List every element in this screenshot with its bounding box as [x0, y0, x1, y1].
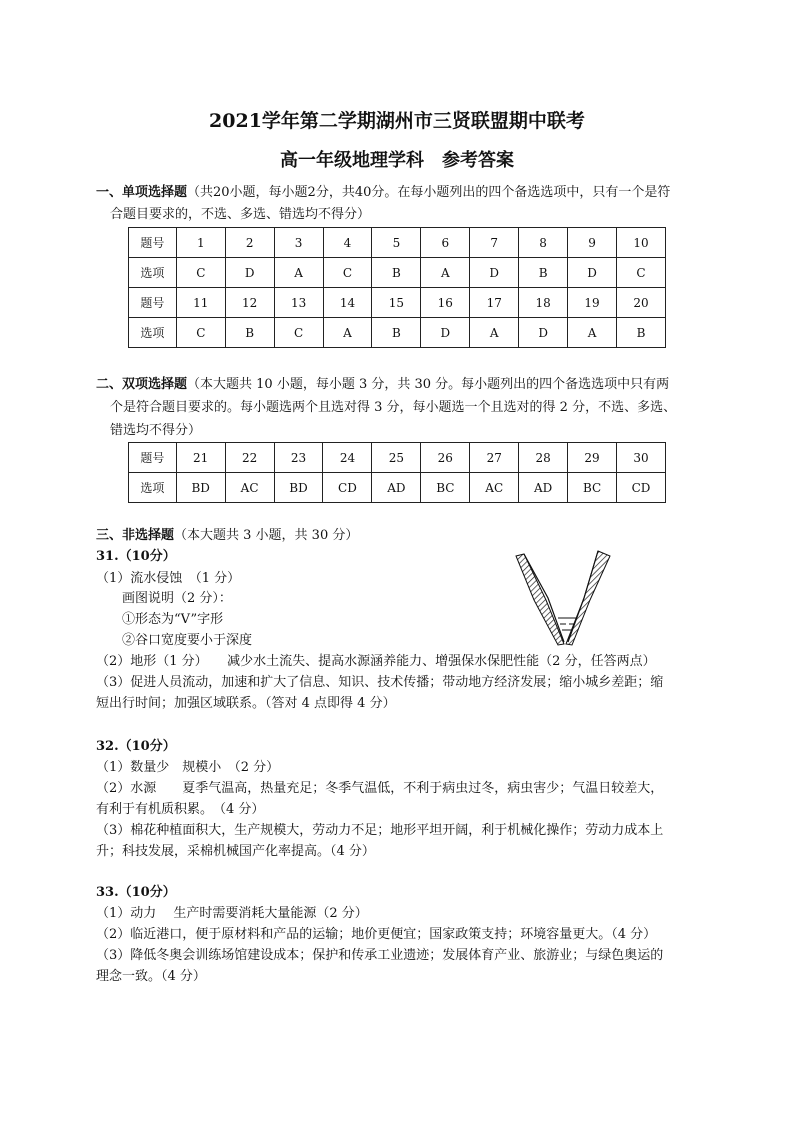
answer-cell: 19 [568, 288, 617, 318]
answer-cell: A [421, 258, 470, 288]
answer-cell: 25 [372, 443, 421, 473]
answer-cell: BC [568, 473, 617, 503]
q32-title: 32.（10分） [96, 739, 176, 754]
q32-line3: 有利于有机质积累。 （4 分） [96, 802, 265, 817]
answer-cell: 5 [372, 228, 421, 258]
answer-cell: AC [225, 473, 274, 503]
answer-cell: 9 [568, 228, 617, 258]
table-row [129, 288, 666, 318]
table-row [129, 443, 666, 473]
section2-desc-line2: 个是符合题目要求的。每小题选两个且选对得 3 分，每小题选一个且选对的得 2 分，不选、多选、 [110, 400, 677, 415]
section2-desc-line1: （本大题共 10 小题，每小题 3 分，共 30 分。每小题列出的四个备选选项中只有两 [187, 377, 670, 392]
table-row [129, 318, 666, 348]
row-header-cell: 题号 [129, 443, 177, 473]
answer-cell: C [176, 258, 225, 288]
q32-line1: （1）数量少 规模小 （2 分） [96, 760, 280, 775]
answer-cell: BD [176, 473, 225, 503]
section2-heading: 二、双项选择题 [96, 377, 188, 392]
section3-heading: 三、非选择题 [96, 528, 175, 543]
answer-cell: 28 [519, 443, 568, 473]
section1-desc-line1: （共20小题，每小题2分，共40分。在每小题列出的四个备选选项中，只有一个是符 [187, 185, 671, 200]
section2-intro [96, 376, 669, 394]
answer-cell: A [323, 318, 372, 348]
answer-cell: BD [274, 473, 323, 503]
q32-line2: （2）水源 夏季气温高，热量充足；冬季气温低，不利于病虫过冬，病虫害少；气温日较差大， [96, 781, 664, 796]
answer-cell: C [323, 258, 372, 288]
answer-cell: 20 [616, 288, 665, 318]
answer-cell: C [176, 318, 225, 348]
q31-title: 31.（10分） [96, 549, 176, 564]
answer-cell: 29 [568, 443, 617, 473]
answer-cell: B [372, 318, 421, 348]
double-choice-answer-table [128, 442, 666, 503]
row-header-cell: 选项 [129, 258, 177, 288]
answer-cell: 6 [421, 228, 470, 258]
answer-cell: 14 [323, 288, 372, 318]
answer-cell: B [225, 318, 274, 348]
row-header-cell: 选项 [129, 473, 177, 503]
answer-cell: B [616, 318, 665, 348]
q33-line1: （1）动力 生产时需要消耗大量能源（2 分） [96, 906, 368, 921]
answer-cell: 23 [274, 443, 323, 473]
answer-cell: 22 [225, 443, 274, 473]
answer-cell: AC [470, 473, 519, 503]
answer-cell: 7 [470, 228, 519, 258]
section3-intro [96, 527, 358, 545]
valley-left-wall [516, 554, 564, 645]
answer-cell: 11 [176, 288, 225, 318]
section2-desc-line3: 错选均不得分） [110, 423, 202, 438]
q32-line5: 升；科技发展，采棉机械国产化率提高。（4 分） [96, 844, 375, 859]
q31-line6: （3）促进人员流动，加速和扩大了信息、知识、技术传播；带动地方经济发展；缩小城乡差距；缩 [96, 675, 664, 690]
answer-cell: AD [519, 473, 568, 503]
v-valley-diagram [506, 548, 646, 648]
answer-cell: A [470, 318, 519, 348]
answer-cell: D [421, 318, 470, 348]
answer-cell: D [519, 318, 568, 348]
q33-title: 33.（10分） [96, 885, 176, 900]
q31-line4: ②谷口宽度要小于深度 [122, 633, 253, 648]
q33-line2: （2）临近港口，便于原材料和产品的运输；地价更便宜；国家政策支持；环境容量更大。（4 分） [96, 927, 657, 942]
table-row [129, 473, 666, 503]
table-row [129, 228, 666, 258]
answer-cell: 18 [519, 288, 568, 318]
single-choice-answer-table [128, 227, 666, 348]
answer-cell: 26 [421, 443, 470, 473]
answer-cell: B [519, 258, 568, 288]
q31-line5: （2）地形（1 分） 减少水土流失、提高水源涵养能力、增强保水保肥性能（2 分，任答两点） [96, 654, 656, 669]
page-title: 2021学年第二学期湖州市三贤联盟期中联考 [209, 110, 585, 132]
answer-cell: CD [323, 473, 372, 503]
answer-cell: 4 [323, 228, 372, 258]
answer-cell: 12 [225, 288, 274, 318]
answer-cell: 16 [421, 288, 470, 318]
row-header-cell: 题号 [129, 228, 177, 258]
answer-cell: 10 [616, 228, 665, 258]
row-header-cell: 选项 [129, 318, 177, 348]
answer-cell: 3 [274, 228, 323, 258]
answer-cell: 27 [470, 443, 519, 473]
q31-line2: 画图说明（2 分）： [122, 591, 232, 606]
answer-cell: 24 [323, 443, 372, 473]
q31-line7: 短出行时间；加强区域联系。（答对 4 点即得 4 分） [96, 696, 396, 711]
answer-cell: C [274, 318, 323, 348]
section1-desc-line2: 合题目要求的，不选、多选、错选均不得分） [110, 207, 371, 222]
q31-line3: ①形态为“V”字形 [122, 612, 224, 627]
answer-cell: B [372, 258, 421, 288]
section3-desc: （本大题共 3 小题，共 30 分） [174, 528, 359, 543]
answer-cell: 21 [176, 443, 225, 473]
answer-cell: D [225, 258, 274, 288]
q33-line4: 理念一致。（4 分） [96, 969, 206, 984]
answer-cell: 15 [372, 288, 421, 318]
answer-cell: A [274, 258, 323, 288]
answer-cell: 2 [225, 228, 274, 258]
answer-cell: 13 [274, 288, 323, 318]
answer-cell: D [568, 258, 617, 288]
q31-line1: （1）流水侵蚀 （1 分） [96, 571, 241, 586]
answer-cell: 30 [617, 443, 666, 473]
page-subtitle: 高一年级地理学科 参考答案 [280, 150, 514, 171]
answer-cell: D [470, 258, 519, 288]
row-header-cell: 题号 [129, 288, 177, 318]
answer-cell: A [568, 318, 617, 348]
answer-cell: 8 [519, 228, 568, 258]
answer-cell: CD [617, 473, 666, 503]
answer-cell: BC [421, 473, 470, 503]
q33-line3: （3）降低冬奥会训练场馆建设成本；保护和传承工业遗迹；发展体育产业、旅游业；与绿色奥运的 [96, 948, 664, 963]
table-row [129, 258, 666, 288]
section1-heading: 一、单项选择题 [96, 185, 188, 200]
q32-line4: （3）棉花种植面积大，生产规模大，劳动力不足；地形平坦开阔，利于机械化操作；劳动力成本上 [96, 823, 664, 838]
answer-cell: AD [372, 473, 421, 503]
answer-cell: 17 [470, 288, 519, 318]
answer-cell: C [616, 258, 665, 288]
answer-cell: 1 [176, 228, 225, 258]
section1-intro [96, 184, 670, 202]
